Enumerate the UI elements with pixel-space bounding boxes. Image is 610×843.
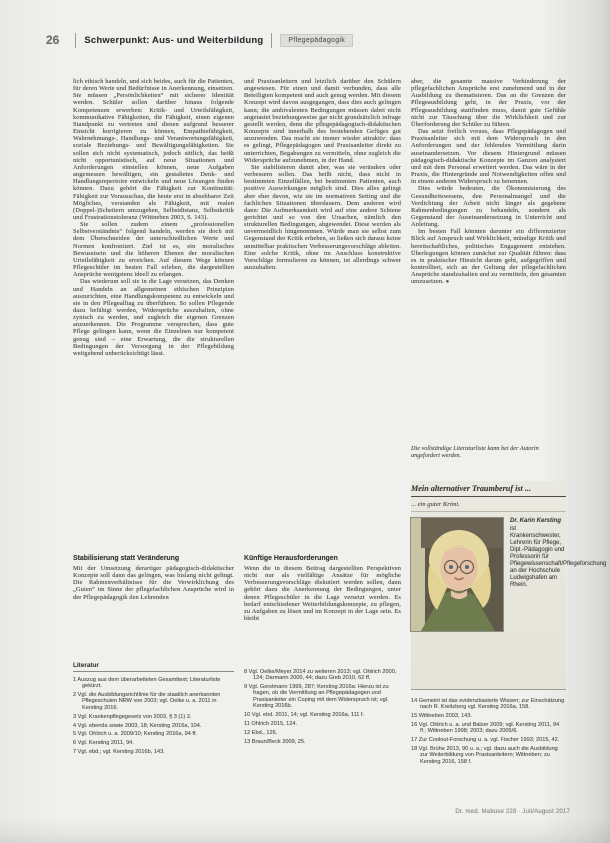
text-column-2 bbox=[244, 78, 401, 748]
text-column-1 bbox=[73, 78, 234, 758]
subheading-stabilisierung: Stabilisierung statt Veränderung bbox=[73, 555, 180, 562]
footnote: 7 Vgl. ebd.; vgl. Kersting 2016b, 143. bbox=[73, 749, 165, 756]
subheading-herausforderungen: Künftige Herausforderungen bbox=[244, 555, 338, 562]
author-bio-text: ist Krankenschwester, Lehrerin für Pflege, Dipl.-Pädagogin und Professorin für Pflegewissenschaft/Pflegeforschung an der Hochschule Ludwigshafen am Rhein. bbox=[510, 526, 607, 588]
paragraph bbox=[411, 228, 566, 286]
notes-column-1 bbox=[73, 677, 234, 756]
text-column-3 bbox=[411, 78, 607, 768]
page-number: 26 bbox=[46, 33, 60, 47]
paragraph: Dies würde bedeuten, die Ökonomisierung des Gesundheitswesens, den Personalmangel und die Verdichtung der Arbeit nicht länger als gegebene Rahmenbedingungen zu behandeln, sondern als Gegenstand der Auseinandersetzung in Unterricht und Anleitung. bbox=[411, 185, 566, 229]
author-infobox bbox=[411, 481, 607, 690]
paragraph: Sie sollen zudem einem „professionellen Selbstverständnis“ folgend handeln, werden sie doch mit dem Überschneiden der unterschiedlichen Werte und Normen konfrontiert. Ziel ist es, ein moralisches Bewusstsein und die höheren Ebenen der moralischen Urteilsfähigkeit zu erreichen. Auf diesem Wege können Pflegeschüler im besten Fall erleben, die dargestellten Ansprüche wenigstens ideell zu erlangen. bbox=[73, 221, 234, 279]
footnote: 6 Vgl. Kersting 2011, 94. bbox=[73, 740, 134, 747]
literature-request-note: Die vollständige Literaturliste kann bei der Autorin angefordert werden. bbox=[411, 445, 539, 459]
paragraph: Das setzt freilich voraus, dass Pflegepädagogen und Praxisanleiter sich mit dem Widerspruch in den Anforderungen und der fehlenden Vermittlung darin auseinandersetzen. Vor diesem Hintergrund müssen pädagogisch-didaktische Konzepte im Ganzen analysiert und mit dem Personal erweitert werden. Das wäre in der Praxis, die Hintergründe und Notwendigkeiten offen und in einem anderen Widerspruch zu benennen. bbox=[411, 128, 566, 186]
footnote: 4 Vgl. ebenda sowie 2003, 18; Kersting 2016a, 104. bbox=[73, 722, 202, 729]
author-photo bbox=[411, 518, 503, 631]
paragraph: Wenn die in diesem Beitrag dargestellten Perspektiven nicht nur als vielfältige Ansätze für mögliche Verbesserungsvorschläge diskutiert werden sollen, dann gehört dazu die Anerkennung der Bedingungen, unter denen Pflegeschüler in die Lage versetzt werden. Es bedarf entschiedener Weiterbildungskonzepte, zu pflegen, zu Aufgaben zu lösen und im Konzept in der Lage sein. Es bleibt bbox=[244, 565, 401, 623]
paragraph: und Praxisanleitern und letztlich darüber den Schülern angewiesen. Für einen und damit verbunden, dass alle Beteiligten kompetent und auch genug werden. Mit diesem Konzept wird davon ausgegangen, dass dies auch gelingen kann; die ambivalenten Bedingungen müssen dabei nicht angetastet beziehungsweise gar nicht grundsätzlich infrage gestellt werden, denn die pflegepädagogisch-didaktischen Konzepte sind innerhalb des bestehenden Gefüges gut anzuwenden. Das macht sie immer wieder attraktiv: dass es gelingt, Pflegepädagogen und Praxisanleiter direkt zu unterrichten, Begabungen zu vermitteln, ohne zugleich die Widersprüche aufzunehmen, in der Hand. bbox=[244, 78, 401, 164]
paragraph: lich ethisch handeln, und sich beides, auch für die Patienten, für deren Werte und Bedürfnisse in Anerkennung, einsetzen. Sie müssen „Persönlichkeiten“ mit sicherer Identität werden. Schüler sollen darüber hinaus folgende Kompetenzen erwerben: Kritik- und Urteilsfähigkeit, kommunikative Fähigkeiten, die Fähigkeit, einen eigenen Standpunkt zu vertreten und diesen aufgrund besserer Einsicht korrigieren zu können, Empathiefähigkeit, Wahrnehmungs-, Handlungs- und Verantwortungsfähigkeit, soziale Beziehungs- und Bewältigungsfähigkeiten. Sie sollen sich nicht systematisch, jedoch sittlich, das heißt nicht opportunistisch, auf neue Situationen und Anforderungen einstellen können, neue Aufgaben angemessen bewältigen, ein gestaltetes Denk- und Handlungsrepertoire entwickeln und neue Lösungen finden können. Dazu gehört die Fähigkeit zur Kontinuität: Fähigkeit zur Vorausschau, die heute erst in absehbarer Zeit Mögliches, verstanden als Fähigkeit, mit realen (Doppel-)Scheitern umzugehen, Selbstdistanz, Selbstkritik und Frustrationstoleranz (Wittneben 2003, S. 143). bbox=[73, 78, 234, 221]
infobox-answer: ... ein guter Krimi. bbox=[411, 501, 566, 512]
footnote: 3 Vgl. Krankenpflegegesetz von 2003, § 3 (1) 2. bbox=[73, 713, 192, 720]
notes-column-2 bbox=[244, 669, 401, 745]
page-header bbox=[46, 31, 353, 49]
column-3-body bbox=[411, 78, 566, 436]
footnote: 1 Auszug aus dem überarbeiteten Gesamttext; Literaturliste gekürzt. bbox=[73, 677, 221, 690]
footnote: 11 Ohlrich 2015, 124. bbox=[244, 720, 298, 727]
footnote: 9 Vgl. Gerstmann 1999, 287; Kersting 2016a: Hierzu ist zu fragen, ob die Vermittlung an Pflegepädagogen und Praxisanleiter ein Coping mit dem Widerspruch ist; vgl. Kersting 2016b. bbox=[244, 684, 389, 710]
infobox-title: Mein alternativer Traumberuf ist ... bbox=[411, 481, 566, 497]
notes-column-3 bbox=[411, 698, 566, 765]
footnote: 14 Gemeint ist das evidenzbasierte Wissen; zur Einschätzung nach R. Kreitzberg vgl. Kersting 2016a, 158. bbox=[411, 698, 565, 711]
footnote: 17 Zur Coolout-Forschung u. a. vgl. Fischer 1993; 2015, 42. bbox=[411, 737, 560, 744]
footnote: 10 Vgl. ebd. 2011, 14; vgl. Kersting 2016a, 111 f. bbox=[244, 711, 365, 718]
infobox-photo-row bbox=[411, 518, 607, 631]
topic-tag: Pflegepädagogik bbox=[280, 34, 353, 47]
column-1-body bbox=[73, 78, 234, 550]
author-bio bbox=[510, 518, 607, 631]
author-name: Dr. Karin Kersting bbox=[510, 518, 562, 524]
header-divider bbox=[271, 33, 272, 48]
column-2-body bbox=[244, 78, 401, 550]
column-1-after-heading bbox=[73, 565, 234, 651]
footnote: 13 Braun/Beck 2009, 25. bbox=[244, 738, 306, 745]
footnote: 5 Vgl. Ohlrich u. a. 2009/10; Kersting 2016a, 94 ff. bbox=[73, 731, 197, 738]
header-divider bbox=[75, 33, 76, 48]
paragraph-text: Im besten Fall könnten darunter ein differenzierter Blick auf Anspruch und Wirklichkeit, mündige Kritik und bereitschaftliches, politisches Engagement entstehen. Überlegungen können zunächst zur Qualität führen: dass es in praktischer Hinsicht darum geht, aufgegriffen und kontrolliert, sich an der Geltung der pflegefachlichen Ansprüche standzuhalten und zu vermitteln, den gesamten umzusetzen. bbox=[411, 228, 566, 286]
section-title: Schwerpunkt: Aus- und Weiterbildung bbox=[84, 34, 264, 46]
literatur-heading: Literatur bbox=[73, 662, 234, 672]
footnote: 8 Vgl. Oelke/Meyer 2014 zu weiteren 2013; vgl. Ohlrich 2000, 124; Darmann 2000, 44; dazu Greb 2010, 62 ff. bbox=[244, 669, 397, 682]
portrait-illustration bbox=[411, 518, 503, 631]
footnote: 2 Vgl. die Ausbildungsrichtlinie für die staatlich anerkannten Pflegeschulen NRW von 2003; vgl. Oelke u. a. 2011 in Kersting 2016. bbox=[73, 692, 221, 711]
paragraph: Sie stabilisieren damit aber, was sie verändern oder verbessern sollen. Das heißt nicht, dass nicht in bestimmten Einzelfällen, bei bestimmten Patienten, auch positive Auswirkungen möglich sind. Dies alles gelingt aber eher davon, wie sie im normativen Setting und die fachlichen Situationen überdauern. Dem anderen wird dann: Die Aufmerksamkeit wird auf eine andere Schiene gerichtet und so von den Ursachen, nämlich den strukturellen Bedingungen, abgewendet. Diese werden als unvermeidlich hingenommen. Würde man sie selbst zum Gegenstand der Kritik erheben, so ließen sich daraus keine unmittelbar praktischen Verbesserungsvorschläge ableiten. Eine solche Kritik, ohne im Anschluss konstruktive Vorschläge formulieren zu können, ist allerdings schwer auszuhalten. bbox=[244, 163, 401, 272]
paragraph: Mit der Umsetzung derartiger pädagogisch-didaktischer Konzepte soll dann das gelingen, was bislang nicht gelingt. Die Rahmenverhältnisse für die Verwirklichung des „Guten“ im Sinne der pflegefachlichen Ansprüche wird in der Pflegepädagogik den Lehrenden bbox=[73, 565, 234, 601]
footnote: 18 Vgl. Brühe 2013, 90 u. a.; vgl. dazu auch die Ausbildung zur Weiterbildung von Praxisanleitern; Wittneben; zu Kersting 2016, 158 f. bbox=[411, 746, 558, 765]
journal-footer: Dr. med. Mabuse 228 · Juli/August 2017 bbox=[455, 809, 570, 815]
paragraph: aber, die gesamte massive Verhinderung der pflegefachlichen Ansprüche erst zunehmend und in der Ausbildung zu thematisieren. Das an die Grenzen der Pflegeausbildung geht, in der Praxis, vor der Pflegeausbildung stattfinden muss, damit gute Gefühle nicht zur Täuschung über die Wirklichkeit und zur Überforderung der Schüler zu führen. bbox=[411, 78, 566, 128]
footnote: 12 Ebd., 126. bbox=[244, 729, 278, 736]
footnote: 16 Vgl. Ohlrich u. a. und Balzer 2009; vgl. Kersting 2011, 94 ff.; Wittneben 1998; 2003; dazu 2005/6. bbox=[411, 722, 560, 735]
column-2-after-heading bbox=[244, 565, 401, 651]
paragraph: Das wiederum soll sie in die Lage versetzen, das Denken und Handeln an allgemeinen ethischen Prinzipien auszurichten, eine Handlungskompetenz zu entwickeln und sie in den Pflegealltag zu überführen. So sollen Pflegende dazu befähigt werden, Widersprüche auszuhalten, ohne zynisch zu werden, und zugleich die eigenen Grenzen anzuerkennen. Die Programme versprechen, dass gute Pflege gelingen kann, wenn die Einzelnen nur kompetent genug sind – eine Erwartung, die die strukturellen Bedingungen der Versorgung in der Pflegebildung weitgehend unberücksichtigt lässt. bbox=[73, 278, 234, 357]
footnote: 15 Wittneben 2003, 143. bbox=[411, 713, 472, 720]
article-end-mark: ● bbox=[445, 279, 450, 286]
